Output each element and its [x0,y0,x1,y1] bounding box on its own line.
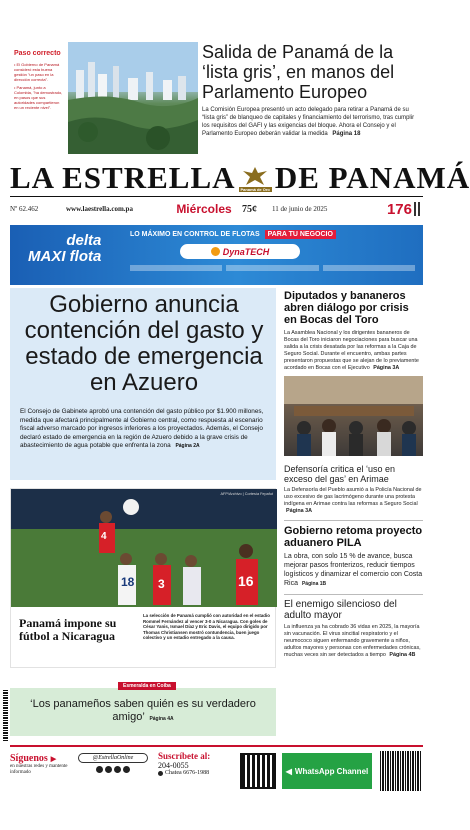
story-defensoria-page: Página 3A [286,508,313,514]
top-teaser[interactable] [10,42,423,154]
follow-block [10,753,76,776]
price: 75¢ [242,203,257,215]
edition-number: 176 [386,200,412,218]
story-bocas-text: La Asamblea Nacional y los dirigentes bananeros de Bocas del Toro iniciaron negociaciones para buscar una salida a la crisis desatada por las reformas a la Caja de Seguro Social. Durante el encuentro, ambas partes presentaron propuestas que se alejan de lo previamente acordado en Bocas con el Ejecutivo [284,330,419,371]
youtube-icon[interactable] [123,766,130,773]
name-left: LA ESTRELLA [10,160,236,195]
story-defensoria-text: La Defensoría del Pueblo asumió a la Policía Nacional de uso excesivo de gas lacrimógeno durante una protesta indígena en Arimae contra las reformas a Seguro Social [284,487,422,507]
teaser-headline[interactable]: Salida de Panamá de la ‘lista gris’, en manos del Parlamento Europeo [202,42,395,102]
whatsapp-chat[interactable] [158,770,238,776]
issue-number: Nº 62.462 [10,205,39,213]
subscribe-phone[interactable]: 204-0055 [158,761,189,770]
panama-de-oro-emblem [239,165,272,192]
story-pila-headline[interactable]: Gobierno retoma proyecto aduanero PILA [284,525,423,549]
story-bocas-page: Página 3A [373,365,400,371]
sports-story[interactable] [10,488,276,668]
jersey-number: 3 [158,577,165,591]
ad-info-block [226,265,318,271]
panama-city-photo [68,42,198,154]
story-defensoria[interactable] [284,464,423,515]
newspaper-name[interactable] [10,160,470,196]
ad-tagline: PARA TU NEGOCIO [265,230,336,239]
qr-code-icon[interactable] [240,753,276,789]
story-defensoria-body [284,487,423,515]
story-pila-text: La obra, con solo 15 % de avance, busca mejorar pasos fronterizos, reducir tiempos logísticos y dinamizar el comercio con Costa Rica [284,553,423,587]
whatsapp-chat-text: Chatea 6676-1988 [165,770,210,776]
story-influenza-page: Página 4B [389,652,416,658]
story-influenza-headline[interactable]: El enemigo silencioso del adulto mayor [284,599,397,621]
assembly-meeting-photo [284,376,423,456]
paso-correcto-box [10,42,65,154]
main-story[interactable] [10,288,276,480]
quote-text-body: ‘Los panameños saben quién es su verdadero amigo’ [30,698,256,723]
football-image [11,489,277,607]
quote-page: Página 4A [149,716,174,722]
social-block[interactable] [78,753,148,773]
main-headline[interactable]: Gobierno anuncia contención del gasto y estado de emergencia en Azuero [24,291,264,396]
facebook-icon[interactable] [96,766,103,773]
story-bocas-headline[interactable]: Diputados y bananeros abren diálogo por crisis en Bocas del Toro [284,290,409,326]
subscribe-label: Suscríbete al: [158,751,211,761]
ad-info-strip [130,265,415,271]
jersey-number: 18 [121,575,135,589]
barcode-strip [3,690,8,742]
follow-label-text: Síguenos [10,753,48,764]
jersey-number: 16 [238,573,254,589]
story-pila[interactable] [284,525,423,589]
follow-sub: en nuestras redes y mantente informado [10,764,68,775]
ad-product-name: MAXI flota [28,248,102,265]
sports-headline[interactable]: Panamá impone su fútbol a Nicaragua [19,616,117,643]
story-defensoria-headline[interactable]: Defensoría critica el ‘uso en exceso del gas’ en Arimae [284,464,396,484]
paso-point: • El Gobierno de Panamá consideró esta buena gestión "un paso en la dirección correcta". [14,62,60,82]
main-body [20,408,272,451]
story-influenza[interactable] [284,599,423,659]
instagram-icon[interactable] [114,766,121,773]
ad-brand-name: delta [66,232,102,249]
paso-point: • Panamá, junto a Colombia, "ha demostrado, en pasos que sus autoridades compartieron en un reciente nivel". [14,85,63,110]
ad-info-block [323,265,415,271]
city-skyline-image [68,42,198,154]
quote-box[interactable] [10,683,276,736]
ad-banner[interactable] [10,225,423,285]
edition-stack-icon [414,202,420,216]
photo-credit: AFP/Archivo | Cortesía Fepafut [220,492,273,496]
product-barcode [380,751,422,791]
whatsapp-icon [158,771,163,776]
divider [284,594,423,595]
whatsapp-channel-label: WhatsApp Channel [294,766,369,776]
date: 11 de junio de 2025 [272,205,328,213]
ad-info-block [130,265,222,271]
meeting-image [284,376,423,456]
divider [284,520,423,521]
sports-body: La selección de Panamá cumplió con autoridad en el estadio Rommel Fernández al vencer 3-0 a Nicaragua. Con goles de César Yanis, Ismael Díaz y Eric Davis, el equipo dirigido por Thomas Christiansen mostró contundencia, buen juego colectivo y un estadio entregado a la causa. [143,613,270,641]
ad-headline-row [130,231,336,238]
story-bocas[interactable] [284,290,423,456]
chevron-left-icon: ◀ [285,766,292,776]
subscribe-block[interactable] [158,751,238,776]
masthead [10,160,470,218]
social-handle[interactable]: @EstrellaOnline [78,753,148,763]
emblem-label: Panamá de Oro [240,186,270,192]
football-match-photo [11,489,277,607]
paso-correcto-text [14,62,64,110]
weekday: Miércoles [176,202,232,216]
main-body-text: El Consejo de Gabinete aprobó una contención del gasto público por $1.900 millones, medida que afectará principalmente al Gobierno central, como respuesta al escenario fiscal adverso marcado por ingresos inferiores a los proyectados. Además, el Consejo declaró estado de emergencia en la región de Azuero debido a la grave crisis de abastecimiento de agua potable que enfrenta la zona [20,408,264,449]
ad-partner: DynaTECH [222,246,270,257]
story-influenza-text: La influenza ya ha cobrado 36 vidas en 2025, la mayoría sin vacunación. El virus sincitial respiratorio y el neumococo siguen enfermando gravemente a niños, adultos mayores y personas con enfermedades crónicas, muchas veces sin ser detectados a tiempo [284,624,421,658]
teaser-page-ref: Página 18 [332,131,361,137]
social-icons [78,766,148,773]
website-link[interactable]: www.laestrella.com.pa [66,205,133,213]
x-icon[interactable] [105,766,112,773]
teaser-deck [202,106,423,138]
whatsapp-channel-button[interactable] [282,753,372,789]
story-bocas-body [284,330,423,372]
quote-tag: Esmeralda en Coiba [118,682,176,690]
ad-partner-pill [180,244,300,259]
gear-icon [211,247,220,256]
bottom-bar [10,745,423,807]
quote-text[interactable] [20,698,266,726]
eagle-emblem-icon [240,165,270,187]
main-page-ref: Página 2A [175,443,200,449]
masthead-meta [10,200,423,218]
arrow-right-icon: ▶ [50,754,57,763]
ad-headline: LO MÁXIMO EN CONTROL DE FLOTAS [130,231,260,238]
right-column [284,290,423,659]
story-pila-page: Página 1B [301,581,327,587]
follow-label [10,753,76,764]
teaser-deck-text: La Comisión Europea presentó un acto delegado para retirar a Panamá de su “lista gris” de blanqueo de capitales y financiamiento del terrorismo, tras cumplir los requisitos del GAFI y las exigencias del bloque. Ahora el Consejo y el Parlamento Europeo deberán validar la medida [202,107,415,137]
name-right: DE PANAMÁ [274,160,470,195]
story-pila-body [284,552,423,589]
masthead-rule [10,196,423,197]
jersey-number: 4 [101,531,107,542]
story-influenza-body [284,624,423,659]
ad-brand [28,233,101,265]
paso-correcto-title: Paso correcto [14,50,61,57]
